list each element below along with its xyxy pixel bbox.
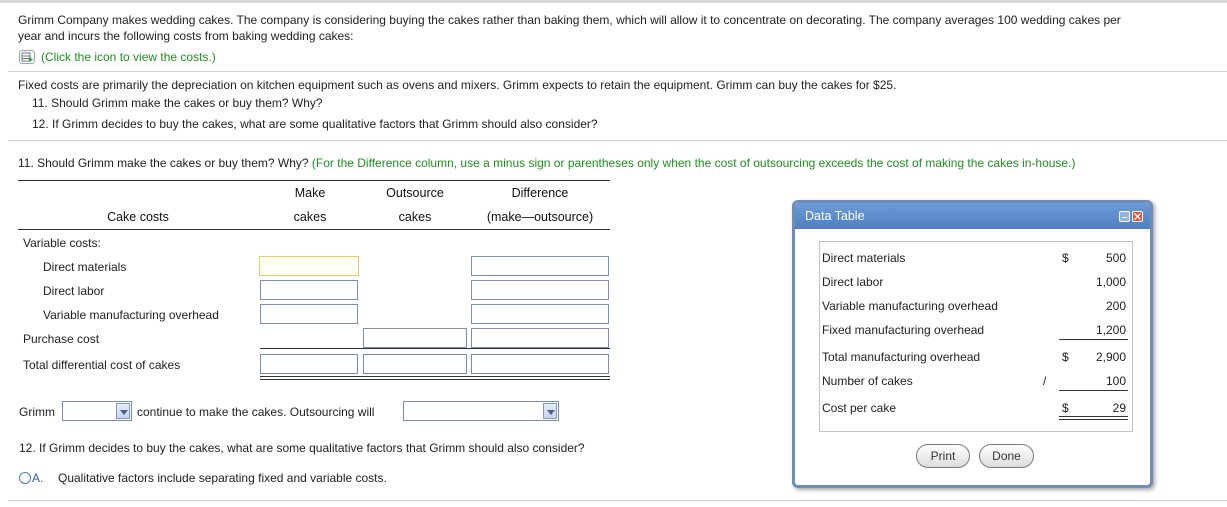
header-cake-costs: Cake costs (107, 210, 169, 224)
divider (8, 140, 1227, 141)
table-icon[interactable] (19, 50, 35, 64)
dt-value-direct-materials: 500 (1105, 251, 1126, 265)
dt-label-total-moh: Total manufacturing overhead (822, 350, 981, 364)
intro-line-2: year and incurs the following costs from baking wedding cakes: (18, 29, 354, 43)
header-outsource-top: Outsource (386, 186, 444, 200)
make-direct-labor-input[interactable] (260, 280, 358, 300)
dt-value-direct-labor: 1,000 (1095, 275, 1126, 289)
option-a-letter: A. (32, 471, 44, 485)
difference-direct-materials-input[interactable] (471, 256, 609, 276)
dt-rule (1059, 390, 1128, 391)
dt-label-direct-labor: Direct labor (822, 275, 884, 289)
dt-label-variable-moh: Variable manufacturing overhead (822, 299, 998, 313)
q11-intro: 11. Should Grimm make the cakes or buy them? Why? (32, 96, 323, 110)
fixed-costs-text: Fixed costs are primarily the depreciation on kitchen equipment such as ovens and mixers. Grimm expects to retain the equipment. Grimm can buy the cakes for $25. (18, 78, 897, 92)
q11-question: 11. Should Grimm make the cakes or buy them? Why? (18, 156, 309, 170)
make-total-input[interactable] (260, 354, 358, 374)
radio-icon[interactable] (19, 472, 31, 484)
make-or-buy-select[interactable] (62, 401, 132, 421)
dt-label-number-of-cakes: Number of cakes (822, 374, 913, 388)
q12-prompt: 12. If Grimm decides to buy the cakes, what are some qualitative factors that Grimm should also consider? (19, 441, 585, 455)
outsource-purchase-cost-input[interactable] (363, 328, 467, 348)
row-label-direct-labor: Direct labor (43, 284, 105, 298)
dt-double-rule (1059, 419, 1128, 420)
dt-value-number-of-cakes: 100 (1105, 374, 1126, 388)
close-icon[interactable] (1132, 211, 1143, 222)
q11-prompt (18, 156, 1075, 170)
make-direct-materials-input[interactable] (259, 256, 359, 276)
divider (8, 71, 1227, 72)
option-a-text[interactable]: Qualitative factors include separating fixed and variable costs. (58, 471, 387, 485)
dropdown-arrow-icon[interactable] (116, 403, 130, 419)
data-table-window (792, 200, 1153, 488)
header-outsource-bottom: cakes (398, 210, 432, 224)
dt-label-cost-per-cake: Cost per cake (822, 401, 897, 415)
dt-divide-sign: / (1043, 374, 1047, 388)
outsource-total-input[interactable] (363, 354, 467, 374)
row-label-total-differential: Total differential cost of cakes (23, 358, 181, 372)
q12-intro: 12. If Grimm decides to buy the cakes, what are some qualitative factors that Grimm should also consider? (32, 117, 598, 131)
difference-purchase-cost-input[interactable] (471, 328, 609, 348)
total-double-rule (260, 379, 610, 380)
dt-label-direct-materials: Direct materials (822, 251, 906, 265)
outsourcing-effect-select[interactable] (403, 401, 559, 421)
done-button[interactable]: Done (979, 444, 1034, 468)
q11-instruction: (For the Difference column, use a minus sign or parentheses only when the cost of outsourcing exceeds the cost of making the cakes in-house.) (311, 156, 1076, 170)
dt-dollar: $ (1062, 401, 1069, 415)
grimm-label: Grimm (19, 405, 55, 419)
header-make-bottom: cakes (293, 210, 327, 224)
header-bottom-rule (18, 229, 610, 230)
intro-line-1: Grimm Company makes wedding cakes. The company is considering buying the cakes rather than baking them, which will allow it to concentrate on decorating. The company averages 100 wedding cakes per (18, 13, 1121, 27)
header-make-top: Make (294, 186, 326, 200)
dt-subtotal-rule (1059, 339, 1128, 340)
dt-label-fixed-moh: Fixed manufacturing overhead (822, 323, 985, 337)
data-table-title: Data Table (805, 209, 865, 223)
data-table-titlebar[interactable] (795, 203, 1150, 229)
view-costs-link[interactable]: (Click the icon to view the costs.) (41, 50, 216, 64)
row-label-variable: Variable costs: (23, 236, 101, 250)
total-double-rule (260, 376, 610, 377)
dt-dollar: $ (1062, 251, 1069, 265)
difference-direct-labor-input[interactable] (471, 280, 609, 300)
sentence-middle: continue to make the cakes. Outsourcing will (137, 405, 375, 419)
print-button[interactable]: Print (916, 444, 970, 468)
row-label-purchase-cost: Purchase cost (23, 332, 100, 346)
row-label-direct-materials: Direct materials (43, 260, 127, 274)
top-border (0, 0, 1227, 3)
row-label-variable-moh: Variable manufacturing overhead (43, 308, 219, 322)
dt-double-rule (1059, 416, 1128, 417)
bottom-divider (8, 500, 1227, 501)
table-top-rule (18, 180, 610, 181)
difference-total-input[interactable] (471, 354, 609, 374)
dropdown-arrow-icon[interactable] (543, 403, 557, 419)
dt-value-cost-per-cake: 29 (1112, 401, 1126, 415)
difference-variable-moh-input[interactable] (471, 304, 609, 324)
dt-value-variable-moh: 200 (1105, 299, 1126, 313)
dt-value-total-moh: 2,900 (1095, 350, 1126, 364)
dt-value-fixed-moh: 1,200 (1095, 323, 1126, 337)
dt-dollar: $ (1062, 350, 1069, 364)
header-difference-bottom: (make—outsource) (486, 210, 594, 224)
subtotal-rule (260, 348, 610, 349)
header-difference-top: Difference (511, 186, 569, 200)
make-variable-moh-input[interactable] (260, 304, 358, 324)
minimize-icon[interactable] (1119, 211, 1130, 222)
